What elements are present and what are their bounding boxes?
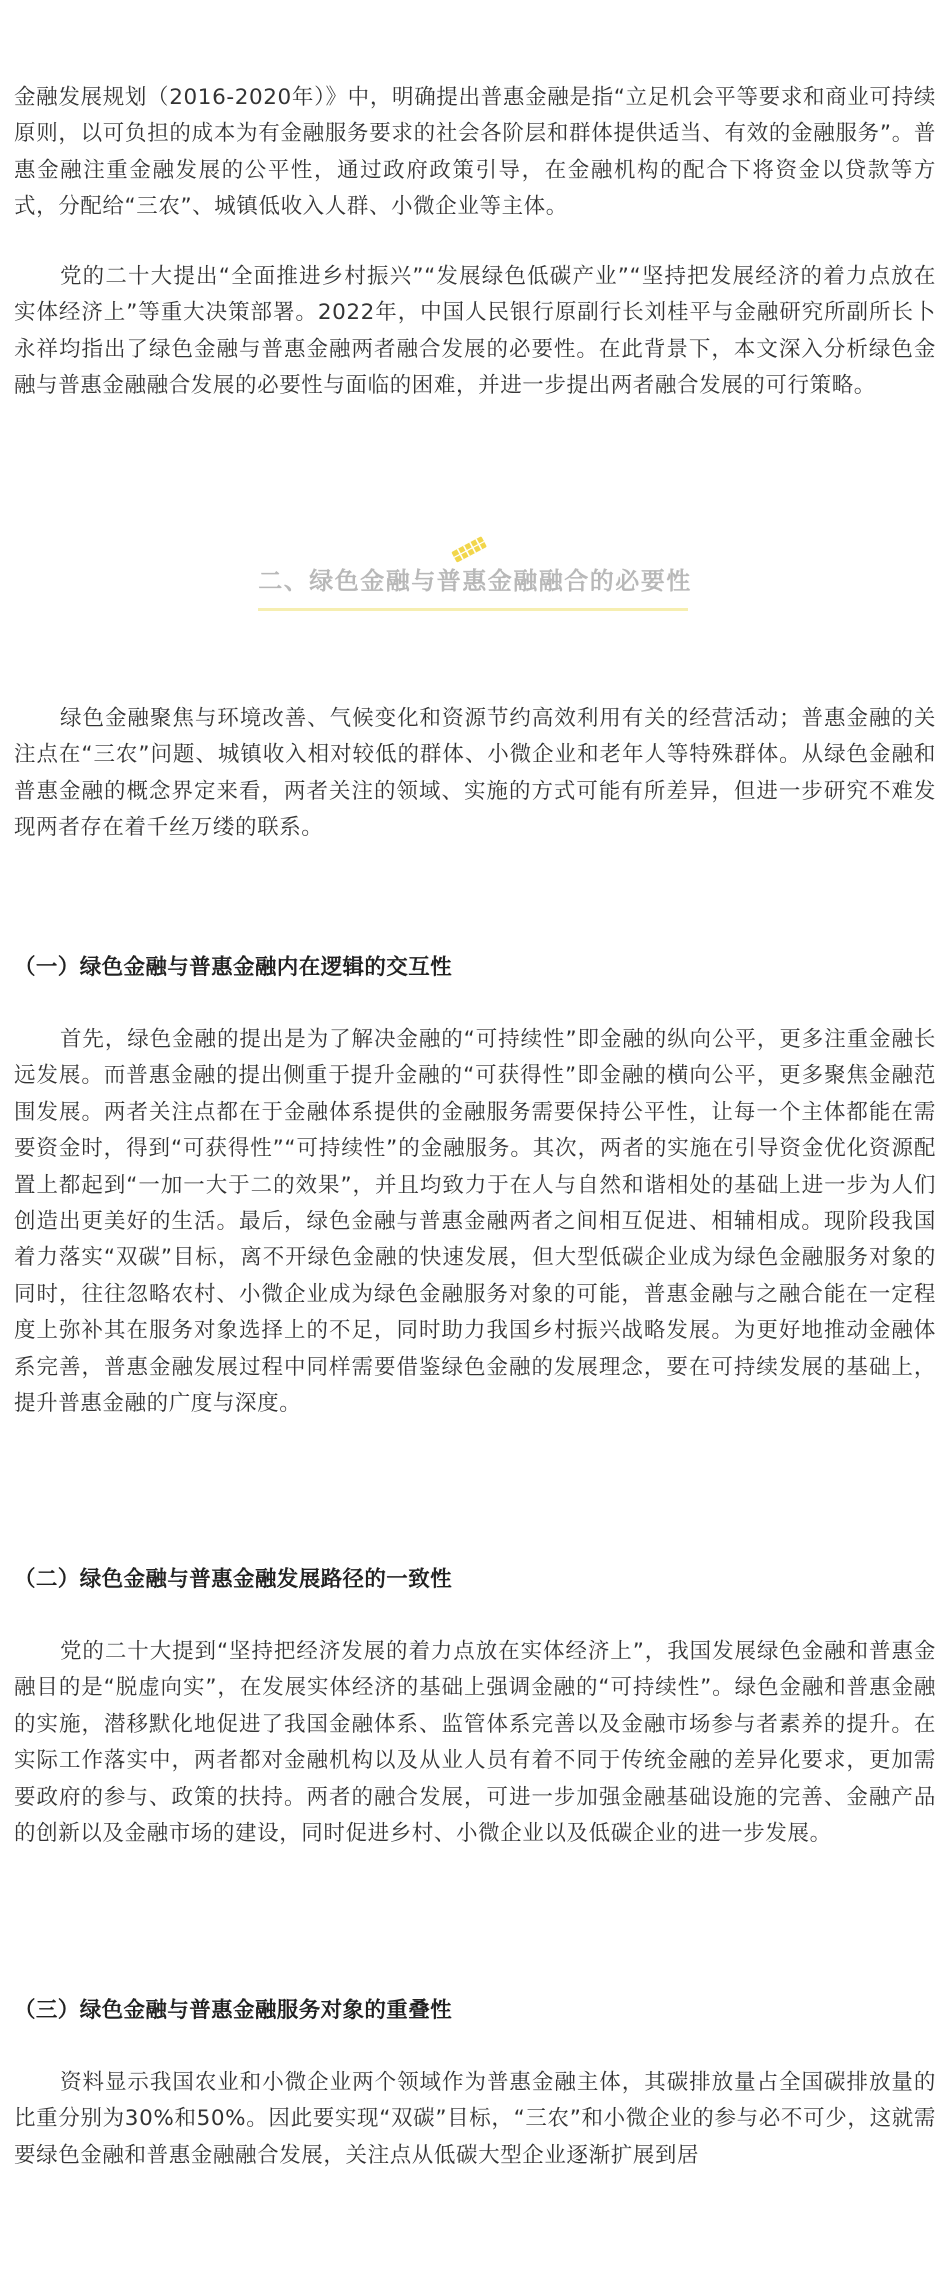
section-header — [0, 528, 950, 618]
section-title: 二、绿色金融与普惠金融融合的必要性 — [258, 567, 692, 595]
subheading-path-consistency: （二）绿色金融与普惠金融发展路径的一致性 — [14, 1567, 453, 1592]
subheading-logic-interaction: （一）绿色金融与普惠金融内在逻辑的交互性 — [14, 955, 453, 980]
paragraph-path-consistency: 党的二十大提到“坚持把经济发展的着力点放在实体经济上”，我国发展绿色金融和普惠金融目的是“脱虚向实”，在发展实体经济的基础上强调金融的“可持续性”。绿色金融和普惠金融的实施，潜移默化地促进了我国金融体系、监管体系完善以及金融市场参与者素养的提升。在实际工作落实中，两者都对金融机构以及从业人员有着不同于传统金融的差异化要求，更加需要政府的参与、政策的扶持。两者的融合发展，可进一步加强金融基础设施的完善、金融产品的创新以及金融市场的建设，同时促进乡村、小微企业以及低碳企业的进一步发展。 — [14, 1639, 936, 1847]
pencil-icon — [448, 534, 492, 564]
paragraph-background: 党的二十大提出“全面推进乡村振兴”“发展绿色低碳产业”“坚持把发展经济的着力点放在实体经济上”等重大决策部署。2022年，中国人民银行原副行长刘桂平与金融研究所副所长卜永祥均指出了绿色金融与普惠金融两者融合发展的必要性。在此背景下，本文深入分析绿色金融与普惠金融融合发展的必要性与面临的困难，并进一步提出两者融合发展的可行策略。 — [14, 264, 936, 399]
paragraph-target-overlap: 资料显示我国农业和小微企业两个领域作为普惠金融主体，其碳排放量占全国碳排放量的比重分别为30%和50%。因此要实现“双碳”目标，“三农”和小微企业的参与必不可少，这就需要绿色金融和普惠金融融合发展，关注点从低碳大型企业逐渐扩展到居 — [14, 2070, 936, 2168]
subheading-target-overlap: （三）绿色金融与普惠金融服务对象的重叠性 — [14, 1998, 453, 2023]
section-title-underline — [258, 608, 688, 611]
paragraph-intro-continued: 金融发展规划（2016-2020年）》中，明确提出普惠金融是指“立足机会平等要求和商业可持续原则，以可负担的成本为有金融服务要求的社会各阶层和群体提供适当、有效的金融服务”。普惠金融注重金融发展的公平性，通过政府政策引导，在金融机构的配合下将资金以贷款等方式，分配给“三农”、城镇低收入人群、小微企业等主体。 — [14, 85, 936, 220]
paragraph-concept: 绿色金融聚焦与环境改善、气候变化和资源节约高效利用有关的经营活动；普惠金融的关注点在“三农”问题、城镇收入相对较低的群体、小微企业和老年人等特殊群体。从绿色金融和普惠金融的概念界定来看，两者关注的领域、实施的方式可能有所差异，但进一步研究不难发现两者存在着千丝万缕的联系。 — [14, 706, 936, 841]
paragraph-logic-interaction: 首先，绿色金融的提出是为了解决金融的“可持续性”即金融的纵向公平，更多注重金融长远发展。而普惠金融的提出侧重于提升金融的“可获得性”即金融的横向公平，更多聚焦金融范围发展。两者关注点都在于金融体系提供的金融服务需要保持公平性，让每一个主体都能在需要资金时，得到“可获得性”“可持续性”的金融服务。其次，两者的实施在引导资金优化资源配置上都起到“一加一大于二的效果”，并且均致力于在人与自然和谐相处的基础上进一步为人们创造出更美好的生活。最后，绿色金融与普惠金融两者之间相互促进、相辅相成。现阶段我国着力落实“双碳”目标，离不开绿色金融的快速发展，但大型低碳企业成为绿色金融服务对象的同时，往往忽略农村、小微企业成为绿色金融服务对象的可能，普惠金融与之融合能在一定程度上弥补其在服务对象选择上的不足，同时助力我国乡村振兴战略发展。为更好地推动金融体系完善，普惠金融发展过程中同样需要借鉴绿色金融的发展理念，要在可持续发展的基础上，提升普惠金融的广度与深度。 — [14, 1027, 936, 1417]
